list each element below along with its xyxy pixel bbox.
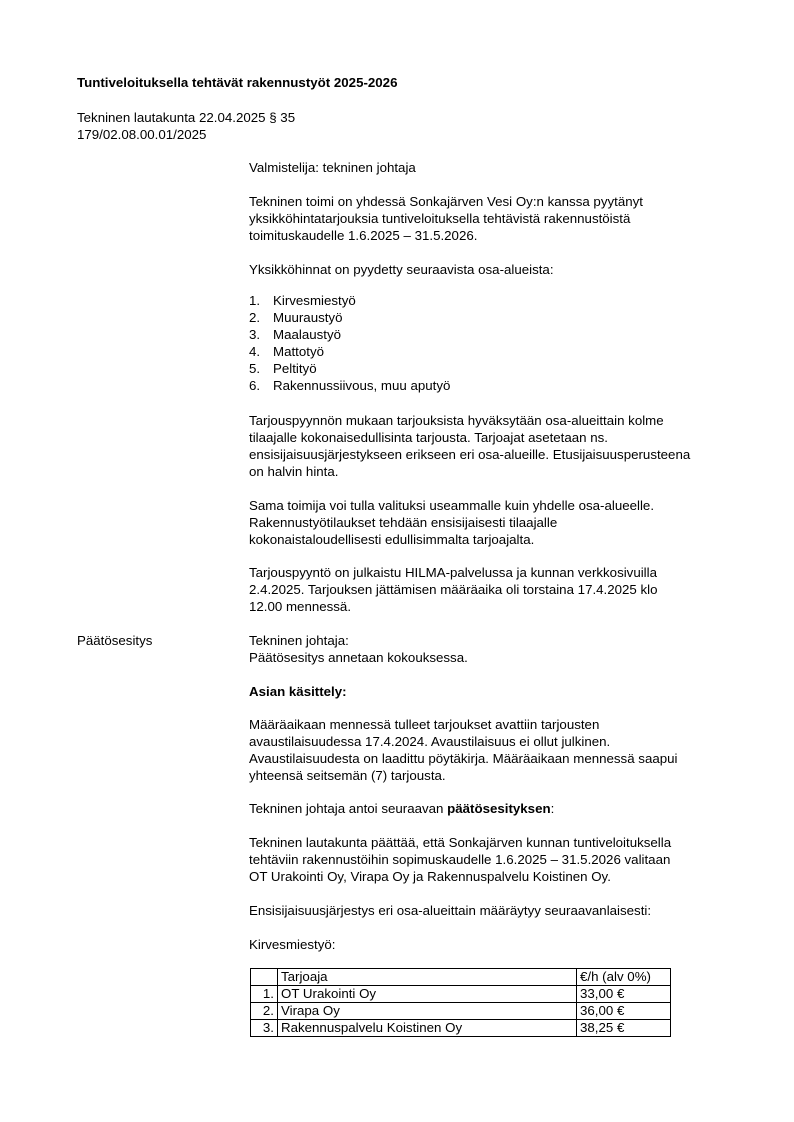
proposal-line: Tekninen johtaja:	[249, 633, 349, 648]
meeting-line: Tekninen lautakunta 22.04.2025 § 35	[77, 110, 296, 125]
text-line: Tekninen lautakunta päättää, että Sonkajärven kunnan tuntiveloituksella	[249, 835, 672, 850]
list-item: 4. Mattotyö	[249, 344, 324, 359]
text-line: tilaajalle kokonaisedullisinta tarjousta. Tarjoajat asetetaan ns.	[249, 430, 608, 445]
price-table	[250, 968, 671, 1037]
header-cell	[251, 969, 278, 986]
category-label: Kirvesmiestyö:	[249, 937, 336, 952]
price-cell: 36,00 €	[577, 1003, 671, 1020]
text-line: 2.4.2025. Tarjouksen jättämisen määräaika oli torstaina 17.4.2025 klo	[249, 582, 658, 597]
text-line: on halvin hinta.	[249, 464, 339, 479]
text-line: tehtäviin rakennustöihin sopimuskaudelle 1.6.2025 – 31.5.2026 valitaan	[249, 852, 671, 867]
price-cell: 38,25 €	[577, 1020, 671, 1037]
preparer-line: Valmistelija: tekninen johtaja	[249, 160, 416, 175]
text-line: OT Urakointi Oy, Virapa Oy ja Rakennuspalvelu Koistinen Oy.	[249, 869, 611, 884]
list-item: 1. Kirvesmiestyö	[249, 293, 356, 308]
work-areas-list	[249, 292, 450, 394]
proposal-given-line: Tekninen johtaja antoi seuraavan päätösesityksen:	[249, 801, 555, 816]
supplier-cell: Rakennuspalvelu Koistinen Oy	[278, 1020, 577, 1037]
reference-number: 179/02.08.00.01/2025	[77, 127, 207, 142]
text-line: Avaustilaisuudesta on laadittu pöytäkirja. Määräaikaan mennessä saapui	[249, 751, 678, 766]
proposal-line: Päätösesitys annetaan kokouksessa.	[249, 650, 468, 665]
text-line: Tarjouspyynnön mukaan tarjouksista hyväksytään osa-alueittain kolme	[249, 413, 664, 428]
order-line: Ensisijaisuusjärjestys eri osa-alueittain määräytyy seuraavanlaisesti:	[249, 903, 652, 918]
price-cell: 33,00 €	[577, 986, 671, 1003]
text-line: kokonaistaloudellisesti edullisimmalta tarjoajalta.	[249, 532, 535, 547]
header-cell: €/h (alv 0%)	[577, 969, 671, 986]
table-row	[251, 1003, 671, 1020]
text-line: Sama toimija voi tulla valituksi useammalle kuin yhdelle osa-alueelle.	[249, 498, 655, 513]
document-title: Tuntiveloituksella tehtävät rakennustyöt 2025-2026	[77, 75, 398, 90]
rank-cell: 2.	[251, 1003, 278, 1020]
units-intro: Yksikköhinnat on pyydetty seuraavista osa-alueista:	[249, 262, 554, 277]
header-cell: Tarjoaja	[278, 969, 577, 986]
supplier-cell: Virapa Oy	[278, 1003, 577, 1020]
table-row	[251, 1020, 671, 1037]
text-line: 12.00 mennessä.	[249, 599, 352, 614]
list-item: 2. Muuraustyö	[249, 310, 343, 325]
proposal-label: Päätösesitys	[77, 633, 153, 648]
list-item: 6. Rakennussiivous, muu aputyö	[249, 378, 451, 393]
handling-heading: Asian käsittely:	[249, 684, 347, 699]
text-line: toimituskaudelle 1.6.2025 – 31.5.2026.	[249, 228, 478, 243]
text-line: Tekninen toimi on yhdessä Sonkajärven Vesi Oy:n kanssa pyytänyt	[249, 194, 643, 209]
table-row	[251, 986, 671, 1003]
bold-term: päätösesityksen	[447, 801, 551, 816]
rank-cell: 3.	[251, 1020, 278, 1037]
text-line: yksikköhintatarjouksia tuntiveloituksella tehtävistä rakennustöistä	[249, 211, 631, 226]
text-line: Tarjouspyyntö on julkaistu HILMA-palvelussa ja kunnan verkkosivuilla	[249, 565, 657, 580]
text-line: yhteensä seitsemän (7) tarjousta.	[249, 768, 446, 783]
table-header-row	[251, 969, 671, 986]
supplier-cell: OT Urakointi Oy	[278, 986, 577, 1003]
text-line: Määräaikaan mennessä tulleet tarjoukset avattiin tarjousten	[249, 717, 600, 732]
list-item: 5. Peltityö	[249, 361, 317, 376]
list-item: 3. Maalaustyö	[249, 327, 341, 342]
rank-cell: 1.	[251, 986, 278, 1003]
text-line: Rakennustyötilaukset tehdään ensisijaisesti tilaajalle	[249, 515, 558, 530]
text-line: avaustilaisuudessa 17.4.2024. Avaustilaisuus ei ollut julkinen.	[249, 734, 611, 749]
text-line: ensisijaisuusjärjestykseen erikseen eri osa-alueille. Etusijaisuusperusteena	[249, 447, 691, 462]
